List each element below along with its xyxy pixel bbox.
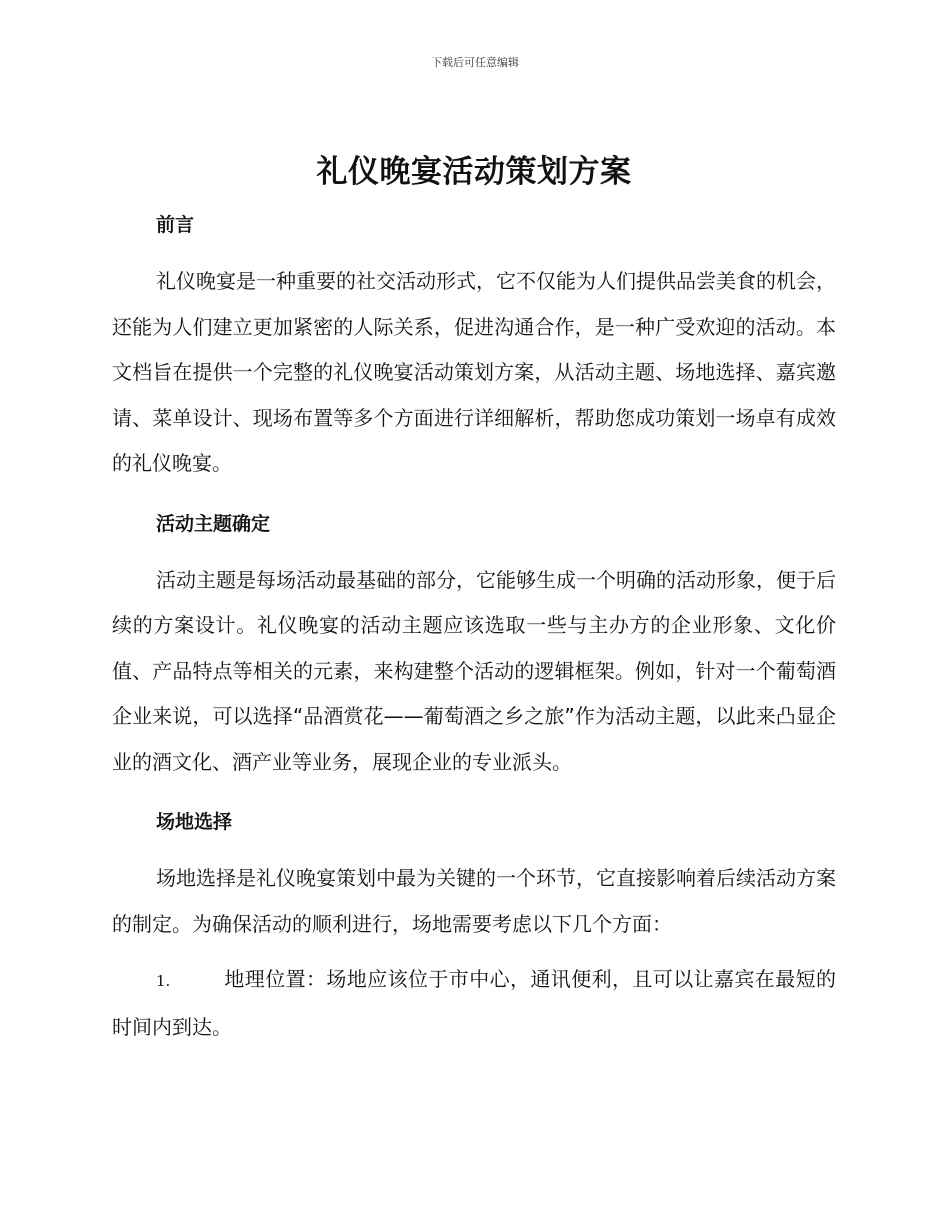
list-item-number: 1. bbox=[156, 972, 171, 990]
section-heading-theme: 活动主题确定 bbox=[156, 512, 271, 535]
section-heading-venue: 场地选择 bbox=[156, 811, 233, 833]
list-item bbox=[112, 957, 836, 1050]
section-paragraph-venue: 场地选择是礼仪晚宴策划中最为关键的一个环节，它直接影响着后续活动方案的制定。为确保活动的顺利进行，场地需要考虑以下几个方面： bbox=[112, 866, 836, 936]
section-heading-preface: 前言 bbox=[156, 214, 195, 236]
document-body bbox=[112, 150, 836, 1050]
document-title: 礼仪晚宴活动策划方案 bbox=[316, 154, 632, 190]
page-header-note: 下载后可任意编辑 bbox=[431, 56, 519, 69]
section-paragraph-preface: 礼仪晚宴是一种重要的社交活动形式，它不仅能为人们提供品尝美食的机会，还能为人们建立更加紧密的人际关系，促进沟通合作，是一种广受欢迎的活动。本文档旨在提供一个完整的礼仪晚宴活动策划方案，从活动主题、场地选择、嘉宾邀请、菜单设计、现场布置等多个方面进行详细解析，帮助您成功策划一场卓有成效的礼仪晚宴。 bbox=[112, 269, 836, 475]
section-paragraph-theme: 活动主题是每场活动最基础的部分，它能够生成一个明确的活动形象，便于后续的方案设计。礼仪晚宴的活动主题应该选取一些与主办方的企业形象、文化价值、产品特点等相关的元素，来构建整个活动的逻辑框架。例如，针对一个葡萄酒企业来说，可以选择“品酒赏花——葡萄酒之乡之旅”作为活动主题，以此来凸显企业的酒文化、酒产业等业务，展现企业的专业派头。 bbox=[112, 567, 836, 774]
list-item-text: 地理位置：场地应该位于市中心，通讯便利，且可以让嘉宾在最短的时间内到达。 bbox=[112, 967, 836, 1039]
